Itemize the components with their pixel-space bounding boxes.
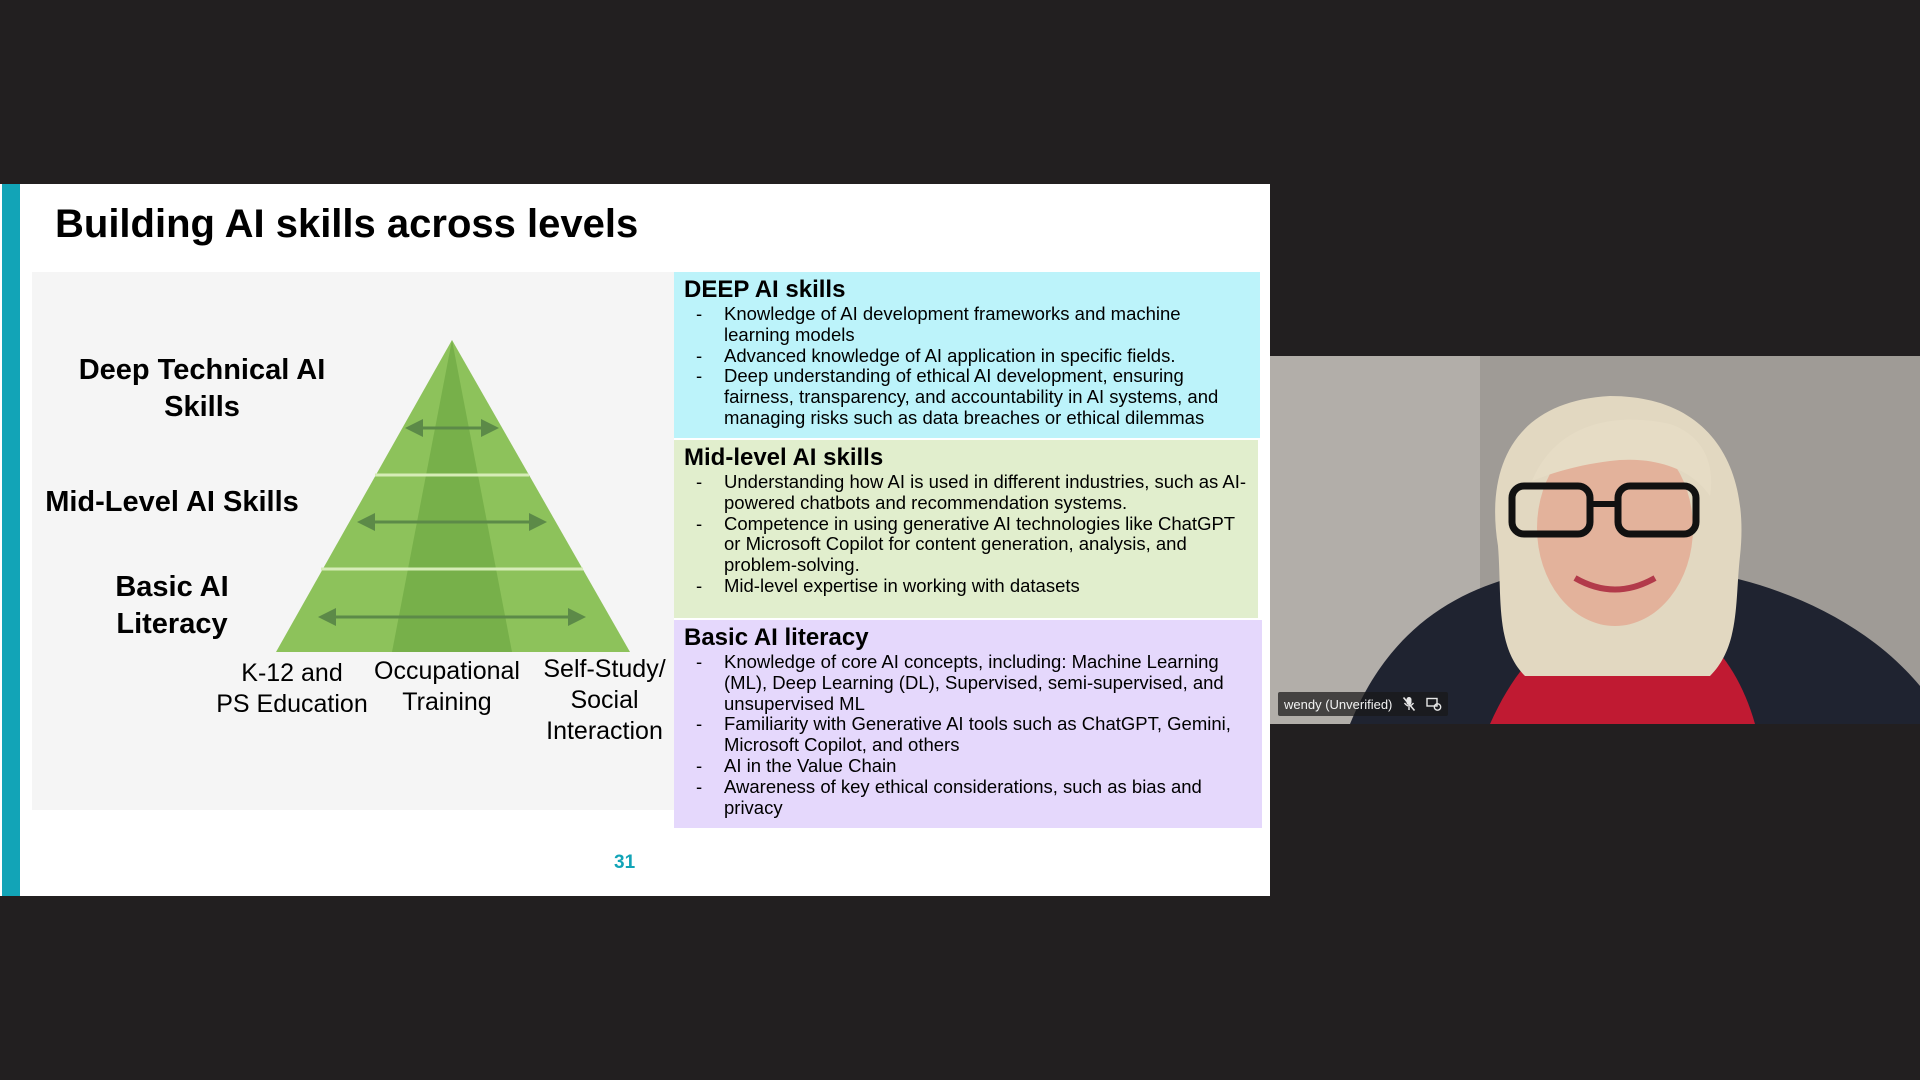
- level-label-basic: Basic AI Literacy: [115, 571, 229, 640]
- muted-microphone-icon: [1402, 696, 1416, 712]
- list-item: - Mid-level expertise in working with datasets: [684, 576, 1248, 597]
- list-item: - Knowledge of AI development frameworks and machine learning models: [684, 304, 1250, 346]
- page-number: 31: [614, 852, 636, 873]
- mid-skills-list: [684, 472, 1248, 597]
- participant-name: wendy (Unverified): [1284, 696, 1393, 712]
- column-label-self-study: Self-Study/ Social Interaction: [543, 655, 666, 745]
- column-label-k12: K-12 and PS Education: [216, 659, 368, 718]
- list-item: - Deep understanding of ethical AI development, ensuring fairness, transparency, and accountability in AI systems, and managing risks such as data breaches or ethical dilemmas: [684, 366, 1250, 428]
- deep-skills-box: [674, 272, 1260, 438]
- mid-skills-box: [674, 440, 1258, 618]
- level-label-mid: Mid-Level AI Skills: [45, 486, 299, 518]
- slide-accent-bar: [2, 184, 20, 896]
- slide-title: Building AI skills across levels: [55, 202, 639, 246]
- list-item: - Knowledge of core AI concepts, including: Machine Learning (ML), Deep Learning (DL), Supervised, semi-supervised, and unsupervised ML: [684, 652, 1252, 714]
- list-item: - Competence in using generative AI technologies like ChatGPT or Microsoft Copilot for content generation, analysis, and problem-solving.: [684, 514, 1248, 576]
- level-label-deep: Deep Technical AI Skills: [78, 354, 326, 423]
- list-item: - Understanding how AI is used in different industries, such as AI-powered chatbots and recommendation systems.: [684, 472, 1248, 514]
- list-item: - AI in the Value Chain: [684, 756, 1252, 777]
- deep-skills-heading: DEEP AI skills: [684, 276, 846, 303]
- basic-literacy-heading: Basic AI literacy: [684, 624, 869, 651]
- pyramid-panel: [32, 272, 674, 810]
- participant-video-tile[interactable]: [1270, 356, 1920, 724]
- list-item: - Advanced knowledge of AI application in specific fields.: [684, 346, 1250, 367]
- mid-skills-heading: Mid-level AI skills: [684, 444, 884, 471]
- list-item: - Awareness of key ethical considerations, such as bias and privacy: [684, 777, 1252, 819]
- presentation-slide: [0, 184, 1270, 896]
- deep-skills-list: [684, 304, 1250, 429]
- basic-literacy-list: [684, 652, 1252, 818]
- participant-name-tag: [1278, 692, 1448, 716]
- basic-literacy-box: [674, 620, 1262, 828]
- screen-share-icon: [1426, 697, 1442, 711]
- participant-video-feed: [1270, 356, 1920, 724]
- column-label-occupational: Occupational Training: [374, 657, 520, 716]
- list-item: - Familiarity with Generative AI tools such as ChatGPT, Gemini, Microsoft Copilot, and others: [684, 714, 1252, 756]
